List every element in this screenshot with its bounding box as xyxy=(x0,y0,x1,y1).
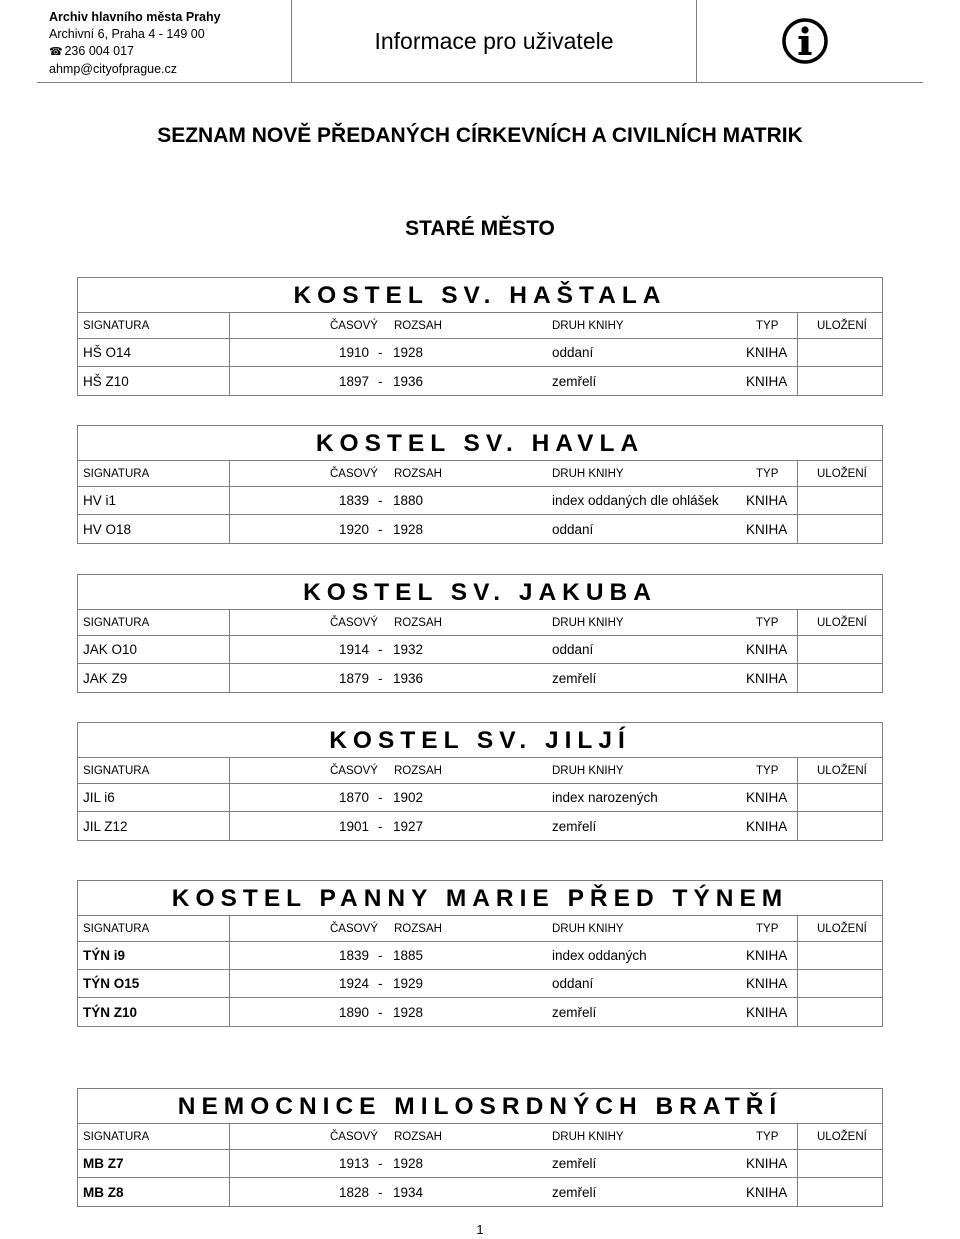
cell-typ: KNIHA xyxy=(746,790,788,805)
table-row xyxy=(78,636,882,664)
cell-druh: oddaní xyxy=(552,976,594,991)
column-divider xyxy=(229,916,230,941)
header-divider xyxy=(696,0,697,82)
cell-druh: index oddaných xyxy=(552,948,647,963)
cell-year-to: 1934 xyxy=(393,1184,424,1200)
cell-year-to: 1928 xyxy=(393,521,424,537)
column-divider xyxy=(797,1124,798,1149)
column-divider xyxy=(229,313,230,338)
registry-table xyxy=(77,277,883,396)
column-divider xyxy=(229,664,230,692)
column-divider xyxy=(229,784,230,811)
phone-icon: ☎ xyxy=(49,46,63,58)
column-divider xyxy=(797,367,798,395)
cell-year-from: 1870 xyxy=(339,790,370,805)
column-divider xyxy=(229,610,230,635)
table-header-row xyxy=(78,916,882,942)
org-address: Archivní 6, Praha 4 - 149 00 xyxy=(49,27,205,41)
column-divider xyxy=(797,812,798,840)
column-divider xyxy=(797,487,798,514)
table-row xyxy=(78,515,882,543)
col-header-typ: TYP xyxy=(756,319,779,332)
column-divider xyxy=(229,636,230,663)
cell-typ: KNIHA xyxy=(746,373,788,389)
cell-year-separator: - xyxy=(378,1184,383,1200)
column-divider xyxy=(797,1178,798,1206)
cell-year-to: 1928 xyxy=(393,1156,424,1171)
column-divider xyxy=(229,970,230,997)
table-row xyxy=(78,784,882,812)
cell-signatura: TÝN i9 xyxy=(83,948,126,963)
cell-year-to: 1927 xyxy=(393,818,424,834)
col-header-druh: DRUH KNIHY xyxy=(552,764,624,777)
cell-year-separator: - xyxy=(378,493,383,508)
column-divider xyxy=(229,487,230,514)
org-phone-line xyxy=(49,43,289,61)
column-divider xyxy=(229,1178,230,1206)
cell-year-separator: - xyxy=(378,345,383,360)
cell-year-from: 1839 xyxy=(339,948,370,963)
cell-signatura: JIL Z12 xyxy=(83,818,128,834)
cell-year-to: 1928 xyxy=(393,345,424,360)
cell-typ: KNIHA xyxy=(746,1156,788,1171)
cell-signatura: HV O18 xyxy=(83,521,132,537)
cell-druh: oddaní xyxy=(552,345,594,360)
column-divider xyxy=(797,664,798,692)
cell-druh: zemřelí xyxy=(552,1156,597,1171)
col-header-signatura: SIGNATURA xyxy=(83,319,150,332)
col-header-signatura: SIGNATURA xyxy=(83,467,150,480)
org-email[interactable]: ahmp@cityofprague.cz xyxy=(49,62,178,76)
column-divider xyxy=(797,998,798,1026)
column-divider xyxy=(229,1150,230,1177)
col-header-rozsah: ROZSAH xyxy=(394,616,442,629)
col-header-ulozeni: ULOŽENÍ xyxy=(817,319,867,332)
cell-year-to: 1880 xyxy=(393,493,424,508)
col-header-druh: DRUH KNIHY xyxy=(552,1130,624,1143)
column-divider xyxy=(797,942,798,969)
table-row xyxy=(78,970,882,998)
col-header-druh: DRUH KNIHY xyxy=(552,467,624,480)
table-title: KOSTEL PANNY MARIE PŘED TÝNEM xyxy=(78,881,882,916)
cell-typ: KNIHA xyxy=(746,642,788,657)
registry-table xyxy=(77,880,883,1027)
cell-year-to: 1932 xyxy=(393,642,424,657)
cell-year-from: 1890 xyxy=(339,1004,370,1020)
cell-year-separator: - xyxy=(378,948,383,963)
column-divider xyxy=(229,461,230,486)
cell-year-separator: - xyxy=(378,642,383,657)
cell-year-from: 1901 xyxy=(339,818,370,834)
column-divider xyxy=(797,610,798,635)
cell-druh: zemřelí xyxy=(552,1004,597,1020)
cell-year-from: 1828 xyxy=(339,1184,370,1200)
column-divider xyxy=(229,812,230,840)
cell-druh: oddaní xyxy=(552,642,594,657)
column-divider xyxy=(229,339,230,366)
cell-signatura: TÝN Z10 xyxy=(83,1004,138,1020)
col-header-typ: TYP xyxy=(756,764,779,777)
table-row xyxy=(78,367,882,395)
cell-year-from: 1897 xyxy=(339,373,370,389)
cell-signatura: JAK O10 xyxy=(83,642,138,657)
table-header-row xyxy=(78,461,882,487)
cell-year-separator: - xyxy=(378,1156,383,1171)
col-header-typ: TYP xyxy=(756,467,779,480)
cell-year-separator: - xyxy=(378,1004,383,1020)
table-row xyxy=(78,487,882,515)
page-header xyxy=(37,0,923,83)
col-header-signatura: SIGNATURA xyxy=(83,616,150,629)
cell-year-to: 1902 xyxy=(393,790,424,805)
table-title: KOSTEL SV. JAKUBA xyxy=(78,575,882,610)
column-divider xyxy=(229,758,230,783)
col-header-casovy: ČASOVÝ xyxy=(330,467,378,480)
col-header-casovy: ČASOVÝ xyxy=(330,319,378,332)
header-title: Informace pro uživatele xyxy=(374,27,614,54)
cell-year-from: 1839 xyxy=(339,493,370,508)
col-header-rozsah: ROZSAH xyxy=(394,319,442,332)
column-divider xyxy=(797,970,798,997)
table-row xyxy=(78,1150,882,1178)
cell-typ: KNIHA xyxy=(746,1004,788,1020)
org-info xyxy=(49,9,289,78)
col-header-druh: DRUH KNIHY xyxy=(552,616,624,629)
column-divider xyxy=(229,942,230,969)
cell-year-separator: - xyxy=(378,976,383,991)
cell-year-from: 1924 xyxy=(339,976,370,991)
table-row xyxy=(78,998,882,1026)
cell-typ: KNIHA xyxy=(746,976,788,991)
col-header-ulozeni: ULOŽENÍ xyxy=(817,922,867,935)
cell-year-separator: - xyxy=(378,818,383,834)
cell-typ: KNIHA xyxy=(746,1184,788,1200)
cell-druh: oddaní xyxy=(552,521,594,537)
col-header-rozsah: ROZSAH xyxy=(394,467,442,480)
col-header-signatura: SIGNATURA xyxy=(83,1130,150,1143)
cell-signatura: TÝN O15 xyxy=(83,976,140,991)
cell-year-separator: - xyxy=(378,790,383,805)
col-header-casovy: ČASOVÝ xyxy=(330,922,378,935)
cell-druh: zemřelí xyxy=(552,373,597,389)
cell-druh: index oddaných dle ohlášek xyxy=(552,493,719,508)
page-number: 1 xyxy=(476,1222,484,1237)
col-header-druh: DRUH KNIHY xyxy=(552,319,624,332)
cell-year-to: 1936 xyxy=(393,373,424,389)
column-divider xyxy=(797,515,798,543)
table-row xyxy=(78,1178,882,1206)
org-name: Archiv hlavního města Prahy xyxy=(49,10,221,24)
col-header-ulozeni: ULOŽENÍ xyxy=(817,1130,867,1143)
col-header-casovy: ČASOVÝ xyxy=(330,764,378,777)
table-title: NEMOCNICE MILOSRDNÝCH BRATŘÍ xyxy=(78,1089,882,1124)
col-header-typ: TYP xyxy=(756,1130,779,1143)
cell-year-to: 1936 xyxy=(393,670,424,686)
registry-table xyxy=(77,1088,883,1207)
col-header-signatura: SIGNATURA xyxy=(83,922,150,935)
document-title: SEZNAM NOVĚ PŘEDANÝCH CÍRKEVNÍCH A CIVILNÍCH MATRIK xyxy=(157,124,803,147)
column-divider xyxy=(229,1124,230,1149)
column-divider xyxy=(797,339,798,366)
cell-signatura: JAK Z9 xyxy=(83,670,128,686)
column-divider xyxy=(797,313,798,338)
column-divider xyxy=(797,636,798,663)
registry-table xyxy=(77,574,883,693)
district-title: STARÉ MĚSTO xyxy=(405,217,555,240)
info-icon xyxy=(781,17,829,65)
registry-table xyxy=(77,722,883,841)
registry-table xyxy=(77,425,883,544)
cell-year-from: 1920 xyxy=(339,521,370,537)
cell-year-from: 1913 xyxy=(339,1156,370,1171)
cell-druh: zemřelí xyxy=(552,670,597,686)
cell-year-to: 1929 xyxy=(393,976,424,991)
table-header-row xyxy=(78,313,882,339)
cell-druh: index narozených xyxy=(552,790,658,805)
cell-signatura: MB Z8 xyxy=(83,1184,124,1200)
cell-signatura: HŠ Z10 xyxy=(83,373,129,389)
table-header-row xyxy=(78,610,882,636)
table-title: KOSTEL SV. HAŠTALA xyxy=(78,278,882,313)
table-row xyxy=(78,339,882,367)
col-header-signatura: SIGNATURA xyxy=(83,764,150,777)
cell-typ: KNIHA xyxy=(746,818,788,834)
cell-signatura: JIL i6 xyxy=(83,790,115,805)
table-title: KOSTEL SV. HAVLA xyxy=(78,426,882,461)
col-header-casovy: ČASOVÝ xyxy=(330,1130,378,1143)
cell-year-separator: - xyxy=(378,521,383,537)
column-divider xyxy=(797,758,798,783)
cell-year-separator: - xyxy=(378,373,383,389)
col-header-rozsah: ROZSAH xyxy=(394,1130,442,1143)
cell-year-to: 1928 xyxy=(393,1004,424,1020)
col-header-typ: TYP xyxy=(756,616,779,629)
cell-typ: KNIHA xyxy=(746,493,788,508)
col-header-ulozeni: ULOŽENÍ xyxy=(817,616,867,629)
col-header-casovy: ČASOVÝ xyxy=(330,616,378,629)
cell-year-to: 1885 xyxy=(393,948,424,963)
col-header-typ: TYP xyxy=(756,922,779,935)
cell-typ: KNIHA xyxy=(746,670,788,686)
cell-druh: zemřelí xyxy=(552,1184,597,1200)
column-divider xyxy=(797,1150,798,1177)
cell-year-from: 1879 xyxy=(339,670,370,686)
table-header-row xyxy=(78,1124,882,1150)
column-divider xyxy=(229,998,230,1026)
cell-typ: KNIHA xyxy=(746,345,788,360)
table-title: KOSTEL SV. JILJÍ xyxy=(78,723,882,758)
column-divider xyxy=(797,784,798,811)
column-divider xyxy=(229,515,230,543)
column-divider xyxy=(797,916,798,941)
cell-year-from: 1914 xyxy=(339,642,370,657)
org-phone: 236 004 017 xyxy=(64,44,134,58)
column-divider xyxy=(797,461,798,486)
cell-signatura: MB Z7 xyxy=(83,1156,124,1171)
col-header-rozsah: ROZSAH xyxy=(394,922,442,935)
table-row xyxy=(78,942,882,970)
table-row xyxy=(78,664,882,692)
cell-signatura: HŠ O14 xyxy=(83,345,132,360)
cell-typ: KNIHA xyxy=(746,948,788,963)
cell-typ: KNIHA xyxy=(746,521,788,537)
col-header-druh: DRUH KNIHY xyxy=(552,922,624,935)
col-header-rozsah: ROZSAH xyxy=(394,764,442,777)
cell-year-separator: - xyxy=(378,670,383,686)
col-header-ulozeni: ULOŽENÍ xyxy=(817,467,867,480)
table-row xyxy=(78,812,882,840)
col-header-ulozeni: ULOŽENÍ xyxy=(817,764,867,777)
column-divider xyxy=(229,367,230,395)
table-header-row xyxy=(78,758,882,784)
cell-signatura: HV i1 xyxy=(83,493,117,508)
cell-year-from: 1910 xyxy=(339,345,370,360)
cell-druh: zemřelí xyxy=(552,818,597,834)
